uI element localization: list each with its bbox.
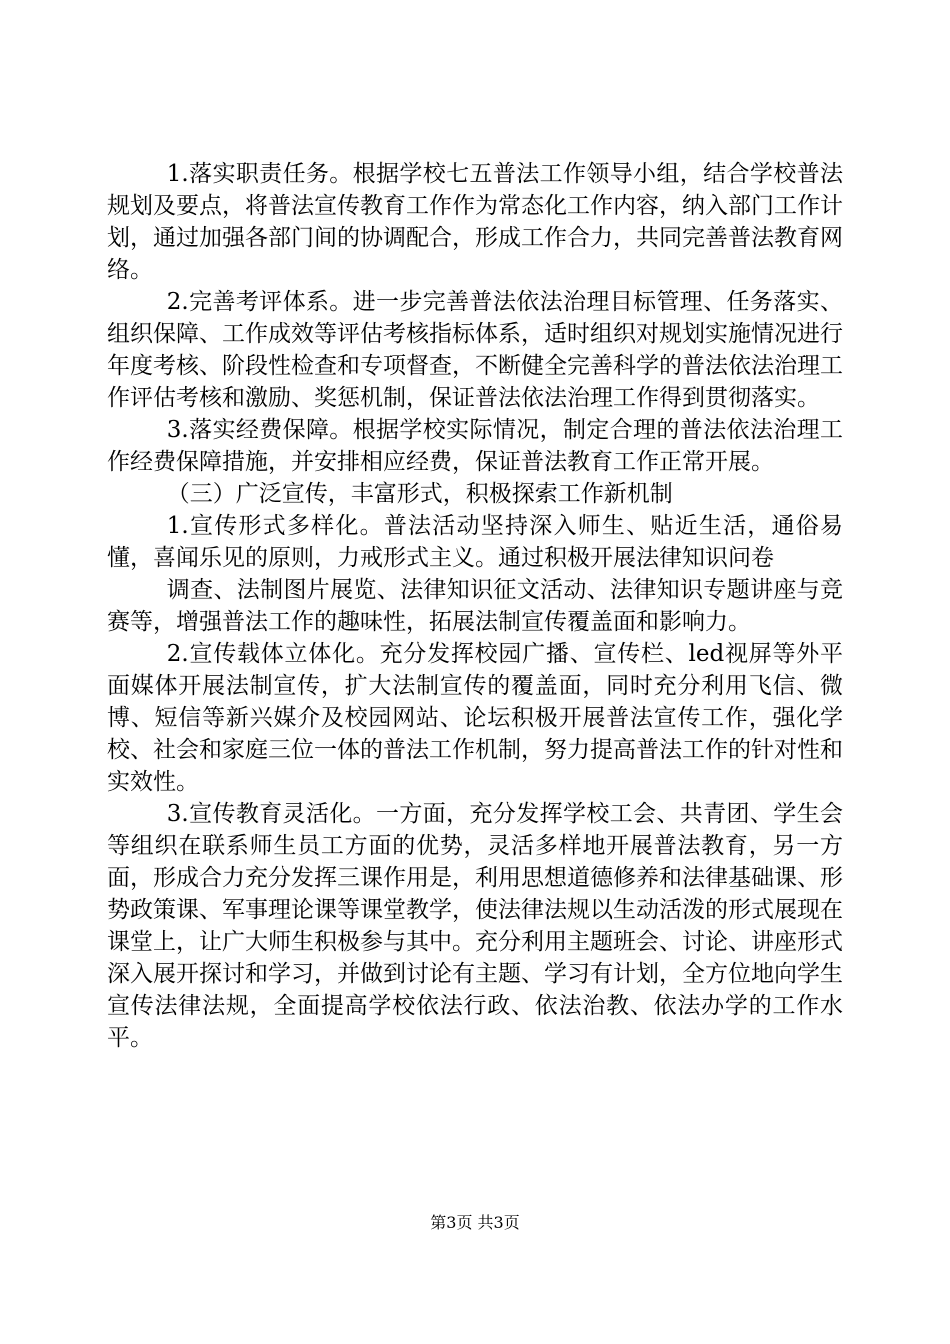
section-heading: （三）广泛宣传，丰富形式，积极探索工作新机制 <box>166 481 673 507</box>
paragraph-forms: 1.宣传形式多样化。普法活动坚持深入师生、贴近生活，通俗易懂，喜闻乐见的原则，力戒形式主义。通过积极开展法律知识问卷 <box>107 513 843 571</box>
paragraph-funding: 3.落实经费保障。根据学校实际情况，制定合理的普法依法治理工作经费保障措施，并安排相应经费，保证普法教育工作正常开展。 <box>107 417 843 475</box>
paragraph-carriers: 2.宣传载体立体化。充分发挥校园广播、宣传栏、led视屏等外平面媒体开展法制宣传，扩大法制宣传的覆盖面，同时充分利用飞信、微博、短信等新兴媒介及校园网站、论坛积极开展普法宣传工作，强化学校、社会和家庭三位一体的普法工作机制，努力提高普法工作的针对性和实效性。 <box>107 641 843 795</box>
document-body <box>107 158 843 1054</box>
paragraph-forms-continued: 调查、法制图片展览、法律知识征文活动、法律知识专题讲座与竞赛等，增强普法工作的趣味性，拓展法制宣传覆盖面和影响力。 <box>107 577 843 635</box>
paragraph-evaluation: 2.完善考评体系。进一步完善普法依法治理目标管理、任务落实、组织保障、工作成效等评估考核指标体系，适时组织对规划实施情况进行年度考核、阶段性检查和专项督查，不断健全完善科学的普法依法治理工作评估考核和激励、奖惩机制，保证普法依法治理工作得到贯彻落实。 <box>107 289 843 411</box>
paragraph-duty: 1.落实职责任务。根据学校七五普法工作领导小组，结合学校普法规划及要点，将普法宣传教育工作作为常态化工作内容，纳入部门工作计划，通过加强各部门间的协调配合，形成工作合力，共同完善普法教育网络。 <box>107 161 843 283</box>
paragraph-education: 3.宣传教育灵活化。一方面，充分发挥学校工会、共青团、学生会等组织在联系师生员工方面的优势，灵活多样地开展普法教育，另一方面，形成合力充分发挥三课作用是，利用思想道德修养和法律基础课、形势政策课、军事理论课等课堂教学，使法律法规以生动活泼的形式展现在课堂上，让广大师生积极参与其中。充分利用主题班会、讨论、讲座形式深入展开探讨和学习，并做到讨论有主题、学习有计划，全方位地向学生宣传法律法规，全面提高学校依法行政、依法治教、依法办学的工作水平。 <box>107 801 843 1051</box>
page-number-footer: 第3页 共3页 <box>430 1213 520 1232</box>
